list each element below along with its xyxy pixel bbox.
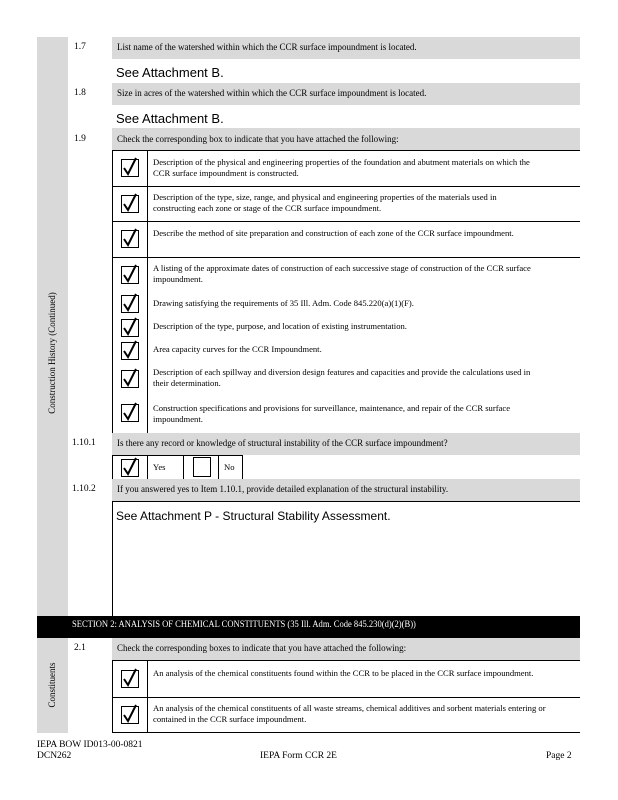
checkmark-icon [122, 264, 140, 283]
constituents-sidebar-label: Constituents [47, 662, 57, 708]
q1-9-item4-text: A listing of the approximate dates of construction of each successive stage of construction of the CCR surface impoundment. [153, 263, 531, 284]
construction-sidebar-label: Construction History (Continued) [47, 292, 57, 414]
q1-9-item8-text: Description of each spillway and diversion design features and capacities and provide the calculations used in their determination. [153, 367, 531, 388]
checkmark-icon [122, 157, 140, 176]
q1-9-item7-checkbox[interactable] [121, 342, 139, 360]
q1-9-item4-checkbox[interactable] [121, 266, 139, 284]
yes-checkbox[interactable] [121, 459, 139, 477]
q1-7-answer[interactable]: See Attachment B. [116, 65, 224, 80]
checkmark-icon [122, 704, 140, 723]
checkmark-icon [122, 402, 140, 421]
checkmark-icon [122, 193, 140, 212]
checkmark-icon [122, 368, 140, 387]
checkmark-icon [122, 228, 140, 247]
q1-9-item9-text: Construction specifications and provisions for surveillance, maintenance, and repair of the CCR surface impoundment. [153, 403, 511, 424]
q1-9-question: Check the corresponding box to indicate that you have attached the following: [117, 134, 399, 144]
checkmark-icon [122, 293, 140, 312]
q2-1-item1-text: An analysis of the chemical constituents found within the CCR to be placed in the CCR surface impoundment. [153, 668, 534, 678]
q1-9-item9-checkbox[interactable] [121, 404, 139, 422]
q1-9-item5-text: Drawing satisfying the requirements of 35 Ill. Adm. Code 845.220(a)(1)(F). [153, 298, 414, 308]
footer-form-id: IEPA BOW ID013-00-0821 [37, 740, 143, 750]
q1-9-item7-text: Area capacity curves for the CCR Impoundment. [153, 344, 322, 354]
footer-page-number: Page 2 [546, 751, 572, 761]
q1-10-2-number: 1.10.2 [72, 484, 96, 494]
checkmark-icon [122, 317, 140, 336]
q2-1-item1-checkbox[interactable] [121, 670, 139, 688]
q1-8-answer[interactable]: See Attachment B. [116, 111, 224, 126]
footer-form-name: IEPA Form CCR 2E [260, 751, 337, 761]
q1-8-number: 1.8 [74, 88, 86, 98]
q1-9-item1-text: Description of the physical and engineering properties of the foundation and abutment materials on which the CCR surface impoundment is constructed. [153, 157, 530, 178]
footer-dcn: DCN262 [37, 751, 72, 761]
q1-9-item8-checkbox[interactable] [121, 370, 139, 388]
q1-9-item2-text: Description of the type, size, range, and physical and engineering properties of the materials used in constructing each zone or stage of the CCR surface impoundment. [153, 192, 497, 213]
q1-10-2-answer[interactable]: See Attachment P - Structural Stability Assessment. [116, 509, 391, 523]
q1-7-number: 1.7 [74, 42, 86, 52]
q1-9-item2-checkbox[interactable] [121, 195, 139, 213]
checkmark-icon [122, 457, 140, 476]
q1-9-item6-text: Description of the type, purpose, and location of existing instrumentation. [153, 321, 407, 331]
q1-10-1-number: 1.10.1 [72, 438, 96, 448]
q1-10-1-question: Is there any record or knowledge of structural instability of the CCR surface impoundment? [117, 438, 448, 448]
q1-9-item3-text: Describe the method of site preparation and construction of each zone of the CCR surface impoundment. [153, 228, 514, 238]
q2-1-item2-text: An analysis of the chemical constituents of all waste streams, chemical additives and sorbent materials entering or contained in the CCR surface impoundment. [153, 703, 546, 724]
q1-10-2-question: If you answered yes to Item 1.10.1, provide detailed explanation of the structural instability. [117, 484, 449, 494]
section2-title: SECTION 2: ANALYSIS OF CHEMICAL CONSTITUENTS (35 Ill. Adm. Code 845.230(d)(2)(B)) [72, 620, 416, 630]
checkmark-icon [122, 340, 140, 359]
q2-1-number: 2.1 [74, 643, 86, 653]
q2-1-question: Check the corresponding boxes to indicate that you have attached the following: [117, 643, 407, 653]
no-label: No [224, 462, 235, 472]
q1-8-question: Size in acres of the watershed within which the CCR surface impoundment is located. [117, 88, 427, 98]
yes-label: Yes [153, 462, 166, 472]
q1-9-item3-checkbox[interactable] [121, 230, 139, 248]
checkmark-icon [122, 668, 140, 687]
no-checkbox[interactable] [193, 457, 211, 477]
q1-9-number: 1.9 [74, 134, 86, 144]
q2-1-item2-checkbox[interactable] [121, 706, 139, 724]
q1-9-item5-checkbox[interactable] [121, 295, 139, 313]
q1-9-item6-checkbox[interactable] [121, 319, 139, 337]
q1-7-question: List name of the watershed within which the CCR surface impoundment is located. [117, 42, 417, 52]
q1-9-item1-checkbox[interactable] [121, 159, 139, 177]
